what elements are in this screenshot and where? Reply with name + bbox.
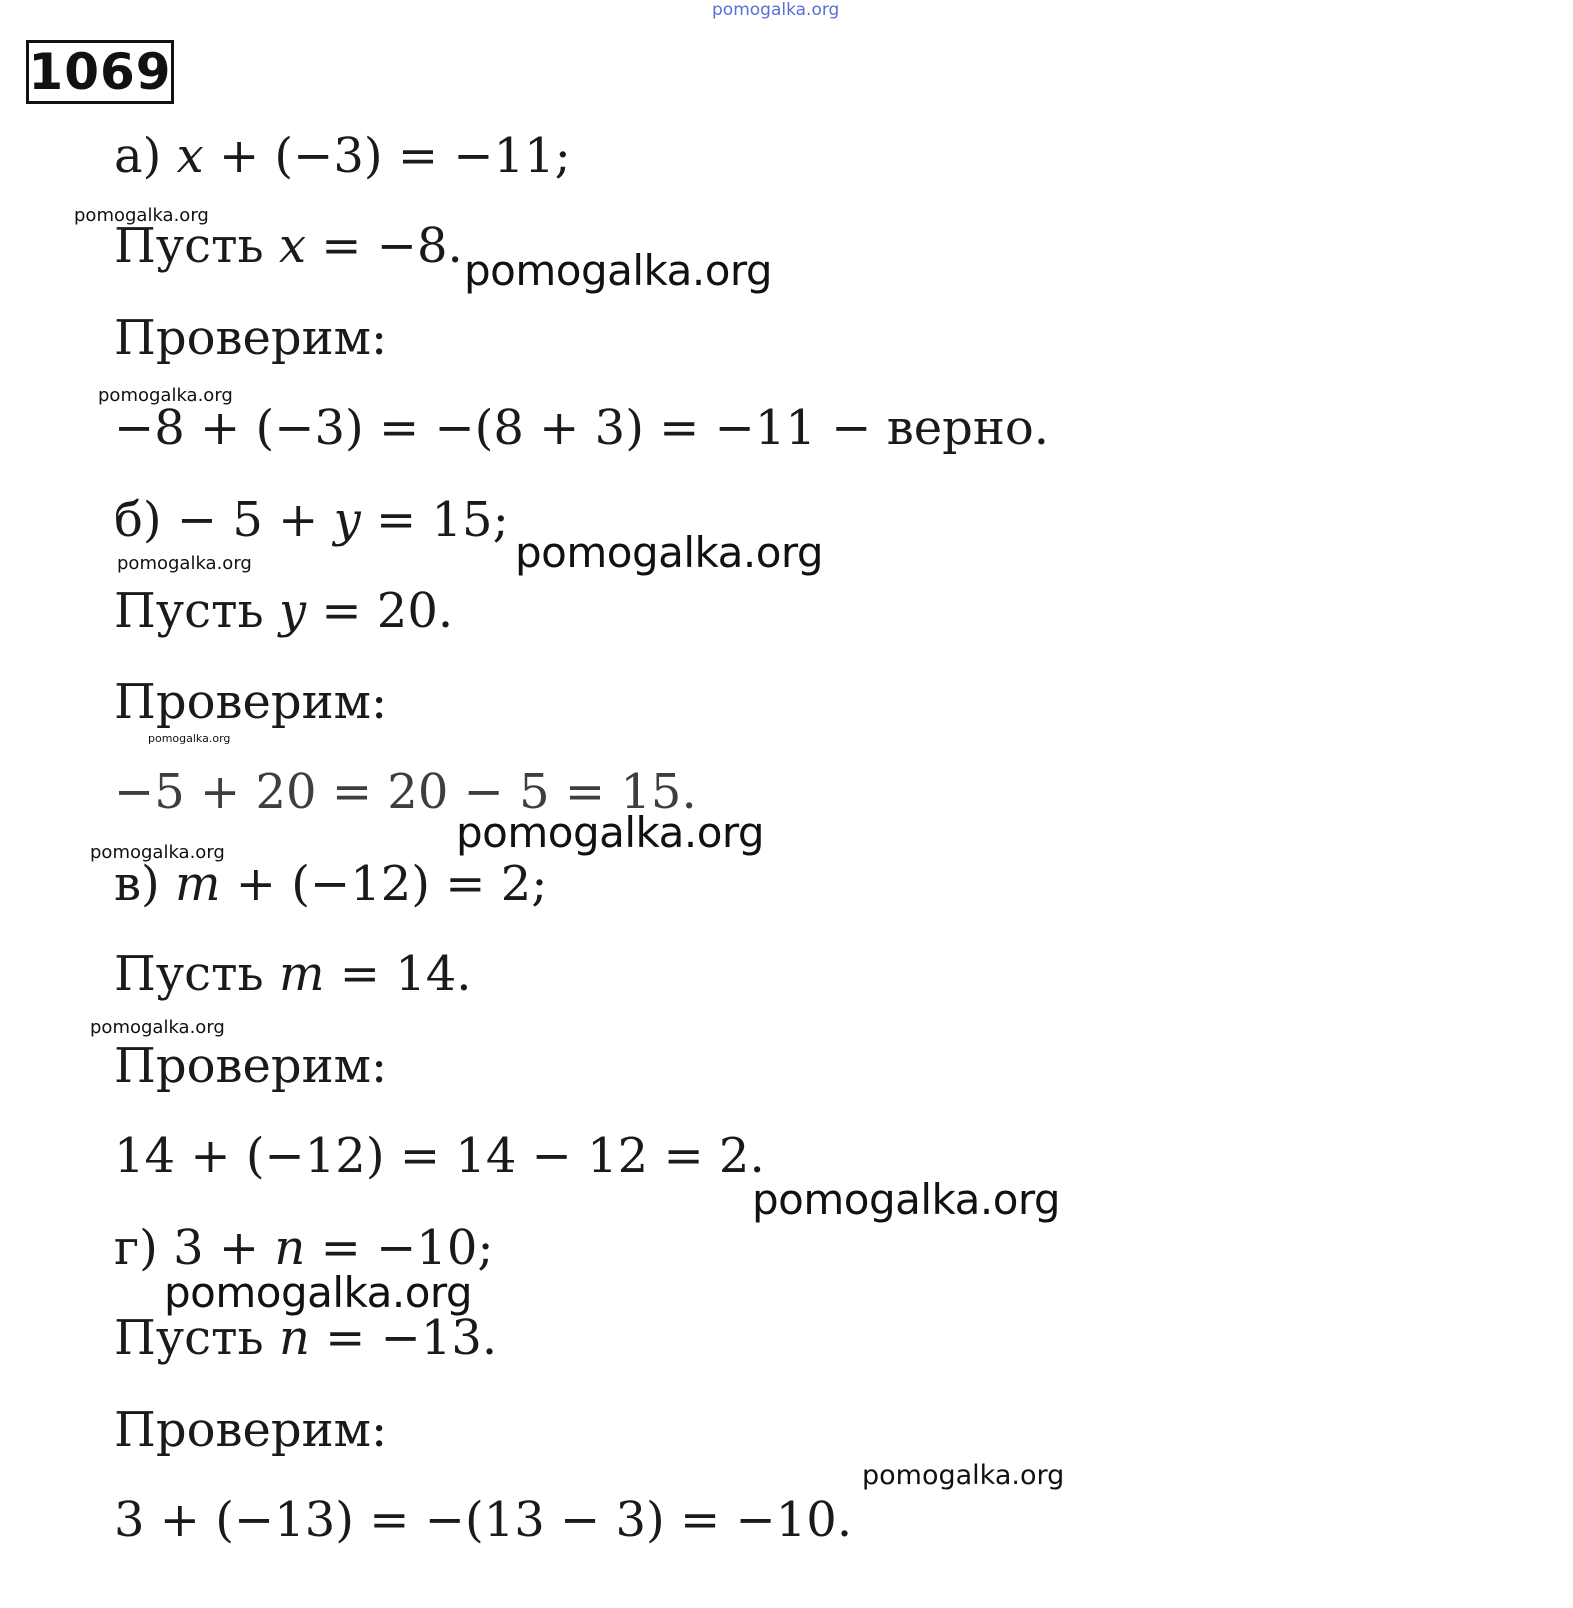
watermark-small: pomogalka.org [117,553,252,574]
part-b-equation [114,492,509,548]
variable: m [175,856,221,912]
watermark-small: pomogalka.org [74,205,209,226]
part-a-verification: −8 + (−3) = −(8 + 3) = −11 − верно. [114,400,1049,456]
part-b-let [114,583,453,639]
equation-text: + (−12) = 2; [220,856,548,912]
watermark-tiny: pomogalka.org [148,732,231,745]
part-c-equation [114,856,547,912]
variable: n [278,1310,310,1366]
part-b-verification: −5 + 20 = 20 − 5 = 15. [114,764,697,820]
part-d-let [114,1310,497,1366]
variable: m [278,946,325,1002]
watermark-small: pomogalka.org [862,1460,1065,1491]
watermark-small: pomogalka.org [98,385,233,406]
watermark-small: pomogalka.org [90,1017,225,1038]
let-word: Пусть [114,218,264,274]
problem-number: 1069 [26,40,174,104]
let-value: = 20. [306,583,454,639]
watermark-large: pomogalka.org [164,1268,473,1317]
let-word: Пусть [114,1310,264,1366]
part-d-verification: 3 + (−13) = −(13 − 3) = −10. [114,1492,853,1548]
let-value: = −8. [306,218,463,274]
watermark-large: pomogalka.org [464,246,773,295]
part-b-check-label: Проверим: [114,674,388,730]
variable: n [274,1220,306,1276]
part-label: б) [114,492,162,548]
part-a-check-label: Проверим: [114,310,388,366]
equation-text: − 5 + [161,492,334,548]
variable: y [333,492,361,548]
part-c-verification: 14 + (−12) = 14 − 12 = 2. [114,1128,765,1184]
part-d-equation [114,1220,494,1276]
equation-text: = −10; [305,1220,494,1276]
watermark-small: pomogalka.org [90,842,225,863]
part-label: в) [114,856,160,912]
part-a-let [114,218,463,274]
let-value: = −13. [309,1310,498,1366]
watermark-top: pomogalka.org [712,0,840,20]
variable: x [176,128,204,184]
variable: y [278,583,307,639]
equation-text: = 15; [360,492,509,548]
variable: x [278,218,307,274]
watermark-large: pomogalka.org [752,1175,1061,1224]
part-c-let [114,946,472,1002]
part-label: г) [114,1220,158,1276]
equation-text: 3 + [157,1220,275,1276]
let-word: Пусть [114,946,264,1002]
part-c-check-label: Проверим: [114,1038,388,1094]
part-label: а) [114,128,162,184]
watermark-large: pomogalka.org [456,808,765,857]
let-word: Пусть [114,583,264,639]
watermark-large: pomogalka.org [515,528,824,577]
part-a-equation [114,128,571,184]
equation-text: + (−3) = −11; [203,128,571,184]
part-d-check-label: Проверим: [114,1402,388,1458]
let-value: = 14. [324,946,472,1002]
